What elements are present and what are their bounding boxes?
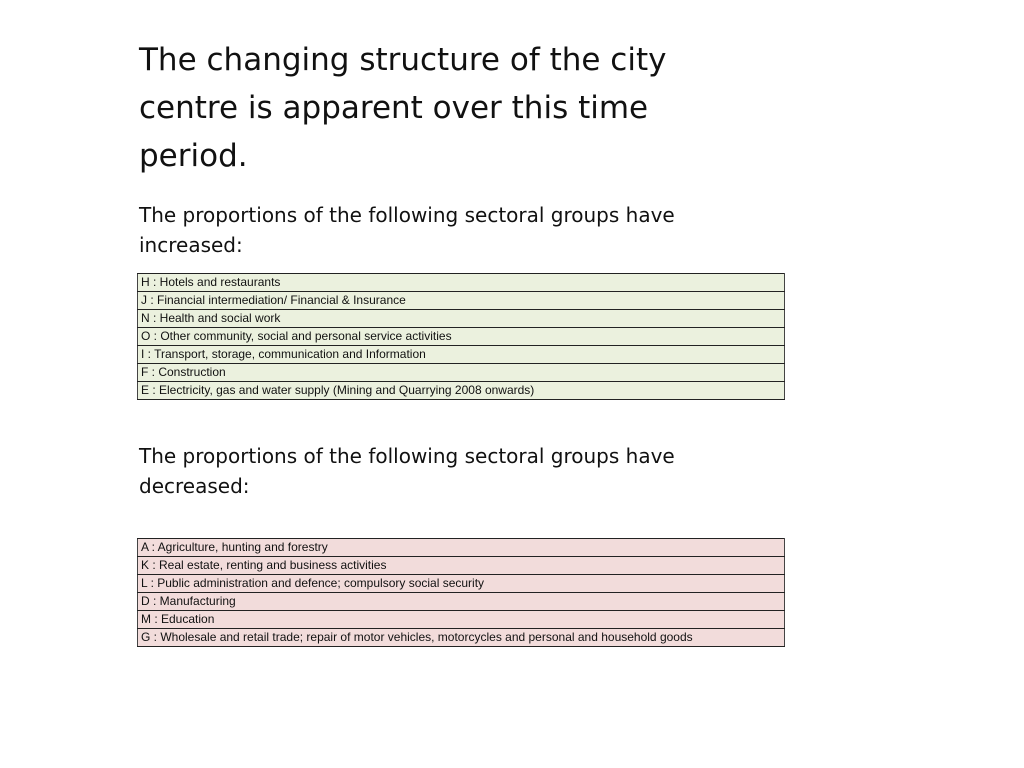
table-row [138, 575, 785, 593]
table-row [138, 593, 785, 611]
sector-cell: K : Real estate, renting and business activities [138, 557, 785, 575]
sector-cell: G : Wholesale and retail trade; repair of motor vehicles, motorcycles and personal and household goods [138, 629, 785, 647]
increased-sectors-table [137, 273, 785, 400]
slide-title: The changing structure of the city centre is apparent over this time period. [139, 42, 667, 174]
table-row [138, 611, 785, 629]
sector-cell: A : Agriculture, hunting and forestry [138, 539, 785, 557]
table-row [138, 328, 785, 346]
table-row [138, 346, 785, 364]
sector-cell: I : Transport, storage, communication and Information [138, 346, 785, 364]
sector-cell: H : Hotels and restaurants [138, 274, 785, 292]
sector-cell: F : Construction [138, 364, 785, 382]
decreased-heading: The proportions of the following sectoral groups have decreased: [139, 444, 675, 498]
sector-cell: J : Financial intermediation/ Financial & Insurance [138, 292, 785, 310]
table-row [138, 274, 785, 292]
decreased-sectors-table [137, 538, 785, 647]
table-row [138, 364, 785, 382]
table-row [138, 557, 785, 575]
sector-cell: D : Manufacturing [138, 593, 785, 611]
table-row [138, 629, 785, 647]
table-row [138, 382, 785, 400]
table-row [138, 310, 785, 328]
table-row [138, 292, 785, 310]
sector-cell: N : Health and social work [138, 310, 785, 328]
increased-heading: The proportions of the following sectoral groups have increased: [139, 203, 675, 257]
sector-cell: E : Electricity, gas and water supply (Mining and Quarrying 2008 onwards) [138, 382, 785, 400]
sector-cell: O : Other community, social and personal service activities [138, 328, 785, 346]
table-row [138, 539, 785, 557]
sector-cell: M : Education [138, 611, 785, 629]
sector-cell: L : Public administration and defence; compulsory social security [138, 575, 785, 593]
